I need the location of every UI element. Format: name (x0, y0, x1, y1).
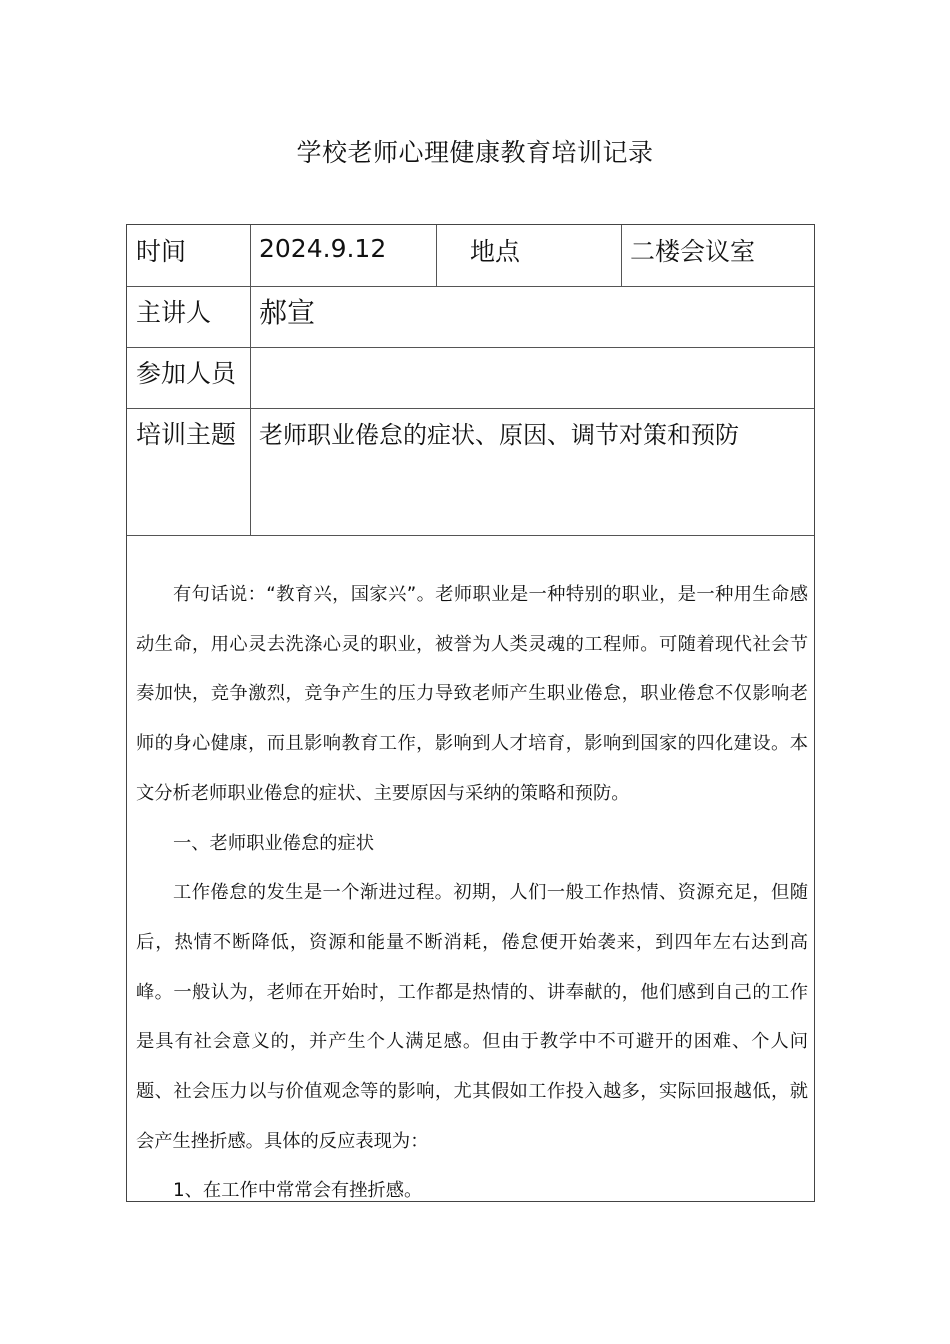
content-paragraph: 工作倦怠的发生是一个渐进过程。初期，人们一般工作热情、资源充足，但随后，热情不断降低，资源和能量不断消耗，倦怠便开始袭来，到四年左右达到高峰。一般认为，老师在开始时，工作都是热情的、讲奉献的，他们感到自己的工作是具有社会意义的，并产生个人满足感。但由于教学中不可避开的困难、个人问题、社会压力以与价值观念等的影响，尤其假如工作投入越多，实际回报越低，就会产生挫折感。具体的反应表现为： (136, 882, 808, 1152)
speaker-value: 郝宣 (259, 296, 316, 329)
column-divider (621, 225, 622, 286)
time-value: 2024.9.12 (259, 234, 387, 263)
topic-value: 老师职业倦怠的症状、原因、调节对策和预防 (259, 421, 739, 449)
speaker-label: 主讲人 (136, 298, 212, 327)
record-content (136, 570, 808, 1216)
column-divider (250, 225, 251, 535)
content-paragraph: 有句话说：“教育兴，国家兴”。老师职业是一种特别的职业，是一种用生命感动生命，用心灵去洗涤心灵的职业，被誉为人类灵魂的工程师。可随着现代社会节奏加快，竞争激烈，竞争产生的压力导致老师产生职业倦怠，职业倦怠不仅影响老师的身心健康，而且影响教育工作，影响到人才培育，影响到国家的四化建设。本文分析老师职业倦怠的症状、主要原因与采纳的策略和预防。 (136, 584, 808, 804)
row-divider (127, 286, 814, 287)
row-divider (127, 535, 814, 536)
row-divider (127, 408, 814, 409)
attendees-label: 参加人员 (136, 359, 237, 388)
time-label: 时间 (136, 237, 187, 266)
page-title: 学校老师心理健康教育培训记录 (296, 138, 654, 167)
training-record-form (126, 224, 815, 1202)
column-divider (436, 225, 437, 286)
location-value: 二楼会议室 (630, 237, 756, 266)
location-label: 地点 (470, 237, 521, 266)
section-heading: 一、老师职业倦怠的症状 (173, 832, 375, 854)
topic-label: 培训主题 (136, 420, 237, 449)
row-divider (127, 347, 814, 348)
list-item: 1、在工作中常常会有挫折感。 (173, 1180, 423, 1202)
